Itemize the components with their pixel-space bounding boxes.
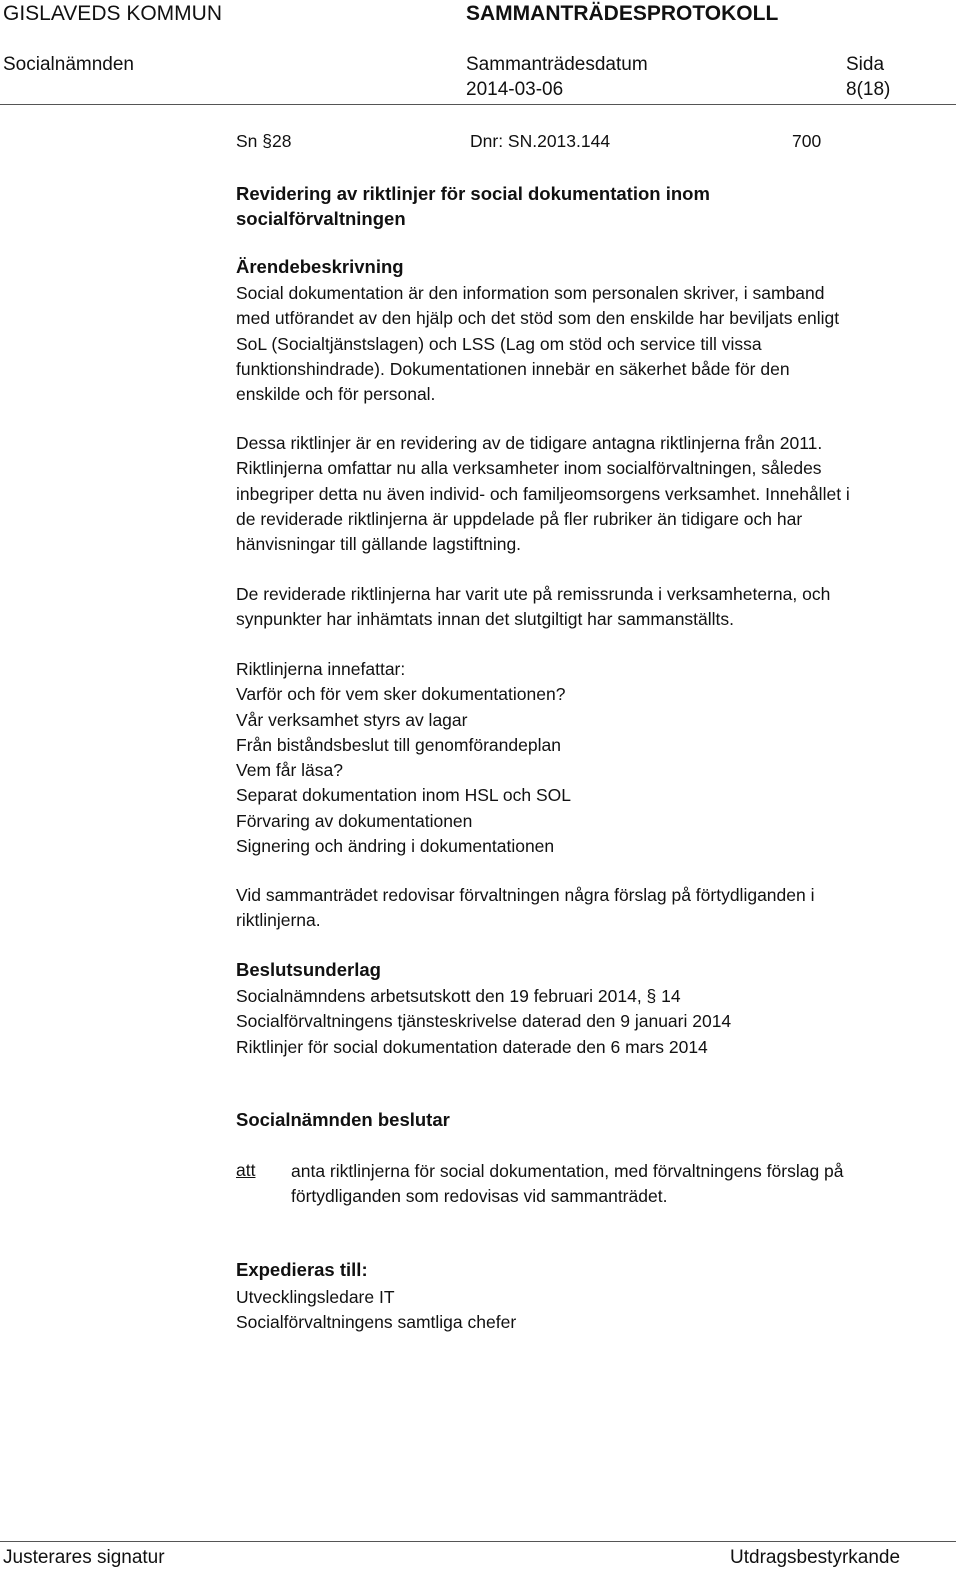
dispatch-heading: Expedieras till: [236,1259,368,1280]
contents-item: Vår verksamhet styrs av lagar [236,709,468,730]
document-type: SAMMANTRÄDESPROTOKOLL [466,2,779,25]
text-line: de reviderade riktlinjerna är uppdelade på fler rubriker än tidigare och har [236,508,803,529]
contents-item: Vem får läsa? [236,760,343,781]
text-line: enskilde och för personal. [236,384,436,405]
contents-intro: Riktlinjerna innefattar: [236,659,406,679]
case-code: 700 [792,131,822,151]
footer-divider [0,1541,956,1542]
dispatch-item: Utvecklingsledare IT [236,1287,395,1307]
description-paragraph-2 [236,431,936,557]
header-divider [0,104,956,105]
description-heading: Ärendebeskrivning [236,256,404,277]
decision-text [291,1159,941,1210]
date-label: Sammanträdesdatum [466,54,648,75]
paragraph-number: Sn §28 [236,131,292,151]
text-line: synpunkter har inhämtats innan det slutgiltigt har sammanställts. [236,609,735,630]
decision-heading: Socialnämnden beslutar [236,1109,450,1130]
text-line: med utförandet av den hjälp och det stöd som den enskilde har beviljats enligt [236,308,840,329]
case-title-line: Revidering av riktlinjer för social dokumentation inom [236,183,710,204]
basis-list [236,984,936,1060]
description-paragraph-3 [236,582,936,633]
contents-item: Förvaring av dokumentationen [236,810,473,831]
dispatch-list [236,1285,936,1336]
text-line: Social dokumentation är den information som personalen skriver, i samband [236,283,825,303]
text-line: hänvisningar till gällande lagstiftning. [236,534,522,555]
text-line: inbegriper detta nu även individ- och familjeomsorgens verksamhet. Innehållet i [236,483,850,504]
basis-heading: Beslutsunderlag [236,959,381,980]
dispatch-item: Socialförvaltningens samtliga chefer [236,1312,517,1333]
municipality-name: GISLAVEDS KOMMUN [3,2,222,25]
contents-list [236,657,936,859]
page-number: 8(18) [846,79,891,100]
footer-certification-label: Utdragsbestyrkande [730,1547,901,1568]
description-paragraph-1 [236,281,936,407]
description-paragraph-4 [236,883,936,934]
footer-signature-label: Justerares signatur [3,1547,165,1568]
contents-item: Från biståndsbeslut till genomförandeplan [236,734,561,755]
text-line: SoL (Socialtjänstslagen) och LSS (Lag om stöd och service till vissa [236,333,762,354]
text-line: funktionshindrade). Dokumentationen innebär en säkerhet både för den [236,358,790,379]
basis-item: Socialnämndens arbetsutskott den 19 februari 2014, § 14 [236,986,681,1006]
att-label: att [236,1160,256,1180]
text-line: anta riktlinjerna för social dokumentation, med förvaltningens förslag på [291,1161,844,1181]
text-line: förtydliganden som redovisas vid sammanträdet. [291,1186,668,1207]
contents-item: Separat dokumentation inom HSL och SOL [236,785,571,806]
contents-item: Signering och ändring i dokumentationen [236,836,555,857]
case-title [236,181,936,231]
text-line: Vid sammanträdet redovisar förvaltningen några förslag på förtydliganden i [236,885,815,905]
page-label: Sida [846,54,885,75]
dnr-number: Dnr: SN.2013.144 [470,131,611,151]
committee-name: Socialnämnden [3,54,134,75]
text-line: riktlinjerna. [236,910,321,931]
basis-item: Riktlinjer för social dokumentation daterade den 6 mars 2014 [236,1036,708,1057]
text-line: Dessa riktlinjer är en revidering av de tidigare antagna riktlinjerna från 2011. [236,433,823,453]
meeting-date: 2014-03-06 [466,79,564,100]
text-line: De reviderade riktlinjerna har varit ute på remissrunda i verksamheterna, och [236,584,831,604]
basis-item: Socialförvaltningens tjänsteskrivelse daterad den 9 januari 2014 [236,1011,732,1032]
text-line: Riktlinjerna omfattar nu alla verksamheter inom socialförvaltningen, således [236,458,822,479]
contents-item: Varför och för vem sker dokumentationen? [236,684,566,705]
case-title-line: socialförvaltningen [236,208,406,229]
